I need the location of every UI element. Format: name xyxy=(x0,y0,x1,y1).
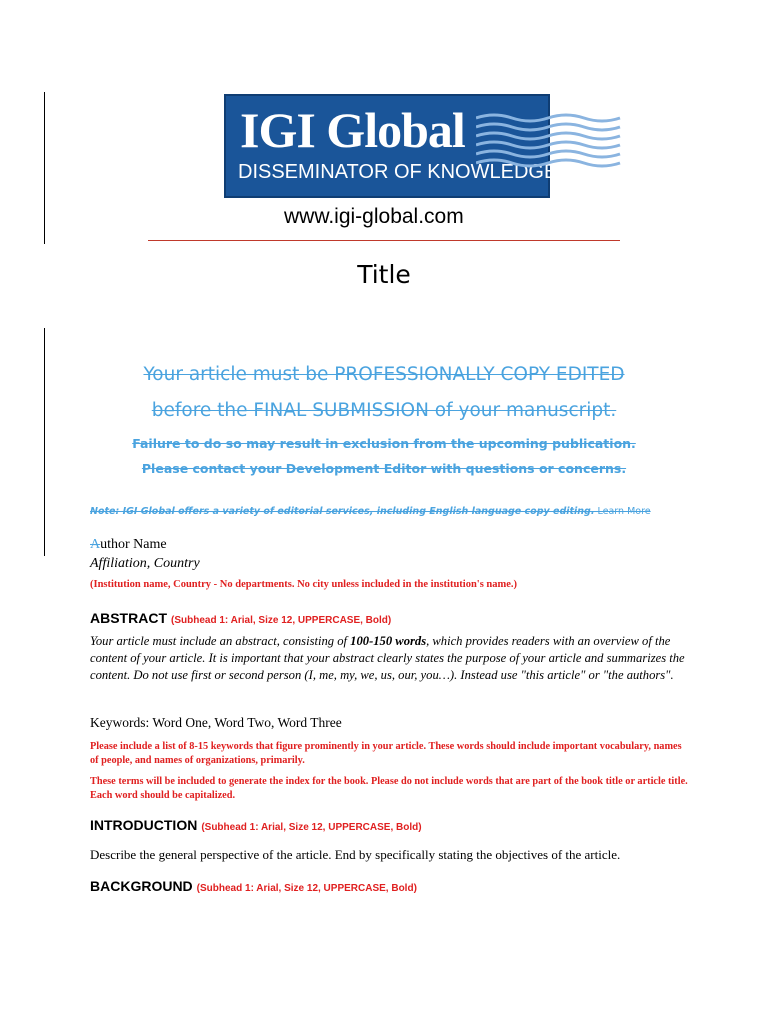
learn-more-link[interactable]: Learn More xyxy=(597,506,651,517)
author-name-rest: uthor Name xyxy=(100,537,167,552)
introduction-heading-text: INTRODUCTION xyxy=(90,817,198,833)
editorial-note-text: Note: IGI Global offers a variety of editorial services, including English language copy editing. xyxy=(90,506,595,517)
notice-line-2: before the FINAL SUBMISSION of your manuscript. xyxy=(151,400,617,421)
introduction-heading-note: (Subhead 1: Arial, Size 12, UPPERCASE, Bold) xyxy=(201,822,422,833)
logo-main-text: IGI Global xyxy=(240,102,465,158)
author-first-letter: A xyxy=(90,537,101,552)
logo-waves-icon xyxy=(476,112,621,172)
page-title: Title xyxy=(357,260,411,289)
author-affiliation: Affiliation, Country xyxy=(90,556,200,571)
background-heading xyxy=(90,877,417,898)
logo-url[interactable]: www.igi-global.com xyxy=(284,205,464,228)
author-name xyxy=(90,536,167,554)
institution-note: (Institution name, Country - No departments. No city unless included in the institution's name.) xyxy=(90,579,518,590)
abstract-heading-note: (Subhead 1: Arial, Size 12, UPPERCASE, Bold) xyxy=(171,615,392,626)
keywords-line: Keywords: Word One, Word Two, Word Three xyxy=(90,715,342,730)
logo-tagline: DISSEMINATOR OF KNOWLEDGE xyxy=(238,161,558,183)
keywords-instruction-2: These terms will be included to generate the index for the book. Please do not include words that are part of the book title or article title. Each word should be capitalized. xyxy=(90,776,688,801)
notice-line-3: Failure to do so may result in exclusion from the upcoming publication. xyxy=(132,436,636,451)
keywords-instruction-1: Please include a list of 8-15 keywords that figure prominently in your article. These words should include important vocabulary, names of people, and names of organizations, primarily. xyxy=(90,741,682,766)
abstract-heading-text: ABSTRACT xyxy=(90,610,167,626)
background-heading-text: BACKGROUND xyxy=(90,878,193,894)
editorial-note xyxy=(90,505,651,519)
introduction-body: Describe the general perspective of the article. End by specifically stating the objectives of the article. xyxy=(90,847,621,862)
header-divider xyxy=(148,240,620,241)
abstract-word-count: 100-150 words xyxy=(350,634,427,648)
background-heading-note: (Subhead 1: Arial, Size 12, UPPERCASE, Bold) xyxy=(196,883,417,894)
abstract-body xyxy=(90,633,690,684)
margin-change-bar xyxy=(44,92,45,244)
introduction-heading xyxy=(90,816,422,837)
abstract-text-start: Your article must include an abstract, consisting of xyxy=(90,634,351,648)
notice-line-4: Please contact your Development Editor with questions or concerns. xyxy=(141,461,627,476)
abstract-text-end: , which provides readers with an overview of the content of your article. It is important that your abstract clearly states the purpose of your article and summarizes the content. Do not use first or second person (I, me, my, we, us, our, you…). Instead use "this article" or "the authors". xyxy=(90,634,685,682)
notice-line-1: Your article must be PROFESSIONALLY COPY EDITED xyxy=(143,364,625,385)
abstract-heading xyxy=(90,609,391,630)
